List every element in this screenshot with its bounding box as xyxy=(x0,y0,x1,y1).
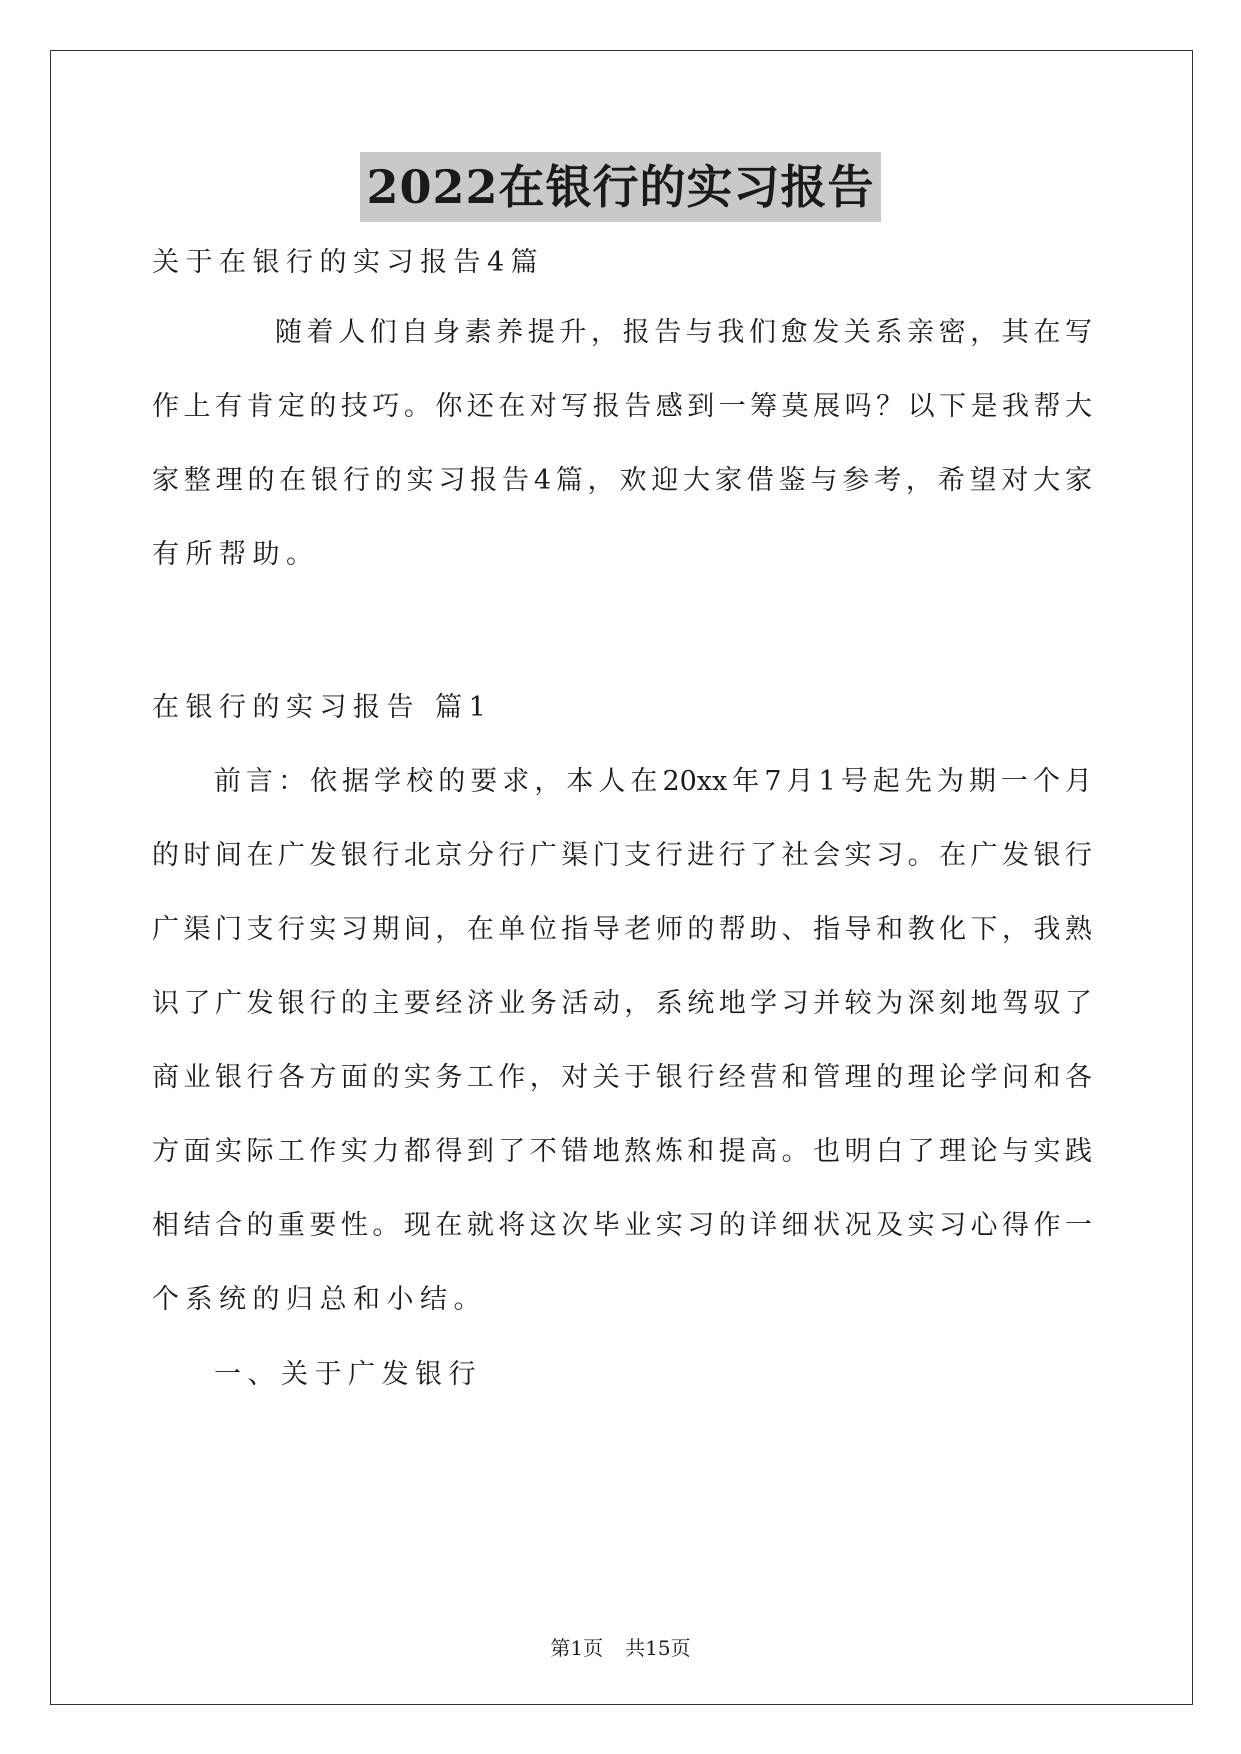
intro-line-1: 随着人们自身素养提升，报告与我们愈发关系亲密，其在写 xyxy=(275,317,1092,348)
total-pages: 共15页 xyxy=(625,1636,691,1660)
page-footer xyxy=(0,1632,1241,1661)
preface-line-4: 识了广发银行的主要经济业务活动，系统地学习并较为深刻地驾驭了 xyxy=(152,988,1092,1019)
document-title: 2022在银行的实习报告 xyxy=(360,152,880,222)
intro-line-4: 有所帮助。 xyxy=(152,539,320,570)
intro-line-3: 家整理的在银行的实习报告4篇，欢迎大家借鉴与参考，希望对大家 xyxy=(152,465,1092,496)
preface-line-3: 广渠门支行实习期间，在单位指导老师的帮助、指导和教化下，我熟 xyxy=(152,914,1092,945)
intro-line-2: 作上有肯定的技巧。你还在对写报告感到一筹莫展吗？以下是我帮大 xyxy=(152,391,1092,422)
preface-line-8: 个系统的归总和小结。 xyxy=(152,1284,487,1315)
preface-line-1: 前言：依据学校的要求，本人在20xx年7月1号起先为期一个月 xyxy=(214,766,1092,797)
preface-line-2: 的时间在广发银行北京分行广渠门支行进行了社会实习。在广发银行 xyxy=(152,840,1092,871)
preface-line-5: 商业银行各方面的实务工作，对关于银行经营和管理的理论学问和各 xyxy=(152,1062,1092,1093)
document-title-wrapper xyxy=(0,152,1241,222)
preface-line-6: 方面实际工作实力都得到了不错地熬炼和提高。也明白了理论与实践 xyxy=(152,1136,1092,1167)
preface-line-7: 相结合的重要性。现在就将这次毕业实习的详细状况及实习心得作一 xyxy=(152,1210,1092,1241)
page-number: 第1页 xyxy=(550,1636,604,1660)
page-border xyxy=(50,50,1193,1705)
section-heading: 在银行的实习报告 篇1 xyxy=(152,692,493,723)
subheading: 一、关于广发银行 xyxy=(214,1359,482,1390)
document-subtitle: 关于在银行的实习报告4篇 xyxy=(152,247,545,278)
